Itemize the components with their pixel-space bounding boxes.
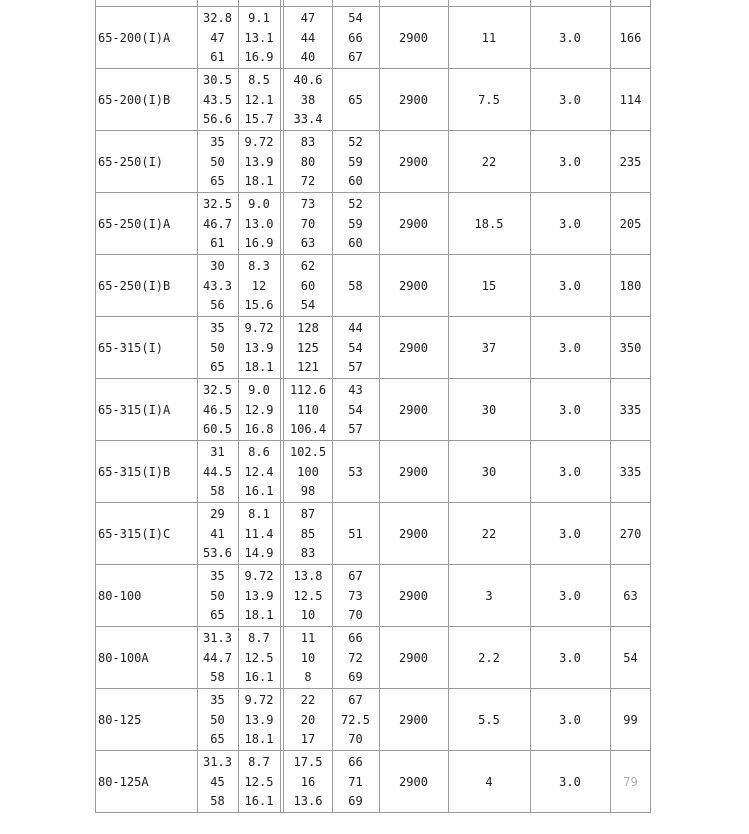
flow-value: 43.5 (203, 92, 232, 107)
speed-cell: 2900 (399, 279, 428, 293)
flow2-value: 16.1 (244, 670, 274, 684)
eff-cell: 53 (348, 465, 363, 479)
flow-value: 60.5 (203, 422, 232, 436)
flow2-value: 13.9 (244, 588, 274, 603)
eff-value: 70 (348, 608, 363, 622)
flow-value: 50 (210, 154, 225, 169)
eff-value: 70 (348, 732, 363, 746)
model-cell: 80-125A (98, 775, 149, 789)
flow-value: 61 (210, 50, 225, 64)
flow-value: 58 (210, 670, 225, 684)
head-value: 106.4 (289, 422, 327, 436)
eff-value: 67 (348, 693, 363, 707)
flow-cell (197, 317, 238, 379)
model-cell: 65-315(I)C (98, 527, 171, 541)
head-value: 80 (300, 154, 316, 169)
weight-cell: 63 (623, 589, 638, 603)
head-value: 60 (300, 278, 316, 293)
table-row (95, 441, 651, 503)
head-value: 44 (300, 30, 316, 45)
flow-value: 44.5 (203, 464, 232, 479)
flow2-value: 18.1 (244, 608, 274, 622)
head-cell (284, 69, 332, 131)
speed-cell: 2900 (399, 155, 428, 169)
flow-value: 32.8 (203, 11, 232, 25)
flow2-value: 9.72 (244, 569, 274, 583)
flow2-value: 18.1 (244, 360, 274, 374)
table-row (95, 503, 651, 565)
weight-cell: 114 (619, 93, 642, 107)
head-cell (284, 255, 332, 317)
flow2-value: 9.0 (248, 383, 270, 397)
head-value: 98 (300, 484, 316, 498)
eff-value: 52 (348, 197, 363, 211)
eff-value: 67 (348, 569, 363, 583)
flow2-cell (238, 565, 280, 627)
eff-cell (332, 131, 379, 193)
head-cell (284, 193, 332, 255)
eff-value: 59 (348, 154, 363, 169)
head-value: 22 (300, 693, 316, 707)
power-cell: 30 (481, 403, 497, 417)
speed-cell: 2900 (399, 713, 428, 727)
head-value: 102.5 (289, 445, 327, 459)
head-value: 10 (300, 650, 316, 665)
npsh-cell: 3.0 (559, 341, 581, 355)
flow2-value: 13.0 (244, 216, 274, 231)
weight-cell: 335 (619, 465, 642, 479)
weight-cell: 54 (623, 651, 638, 665)
npsh-cell: 3.0 (559, 713, 581, 727)
speed-cell: 2900 (399, 217, 428, 231)
model-cell: 65-200(I)B (98, 93, 171, 107)
head-cell (284, 7, 332, 69)
flow2-value: 9.72 (244, 321, 274, 335)
npsh-cell: 3.0 (559, 651, 581, 665)
flow-value: 50 (210, 712, 225, 727)
head-value: 62 (300, 259, 316, 273)
speed-cell: 2900 (399, 651, 428, 665)
flow-value: 65 (210, 732, 225, 746)
power-cell: 37 (481, 341, 497, 355)
eff-value: 54 (348, 11, 363, 25)
flow-cell (197, 565, 238, 627)
weight-cell: 79 (623, 775, 638, 789)
head-value: 83 (300, 135, 316, 149)
flow2-value: 9.0 (248, 197, 270, 211)
eff-value: 57 (348, 360, 363, 374)
eff-cell (332, 379, 379, 441)
head-cell (284, 565, 332, 627)
eff-cell: 65 (348, 93, 363, 107)
speed-cell: 2900 (399, 31, 428, 45)
table-row (95, 69, 651, 131)
flow2-cell (238, 689, 280, 751)
table-row (95, 627, 651, 689)
head-value: 11 (300, 631, 316, 645)
eff-value: 43 (348, 383, 363, 397)
flow2-cell (238, 627, 280, 689)
head-value: 54 (300, 298, 316, 312)
flow-value: 32.5 (203, 197, 232, 211)
head-value: 13.8 (293, 569, 323, 583)
flow2-value: 13.9 (244, 712, 274, 727)
flow-cell (197, 69, 238, 131)
eff-value: 52 (348, 135, 363, 149)
eff-cell (332, 565, 379, 627)
pump-spec-table (95, 0, 651, 812)
eff-value: 44 (348, 321, 363, 335)
flow-cell (197, 193, 238, 255)
power-cell: 11 (481, 31, 497, 45)
head-cell (284, 317, 332, 379)
flow2-value: 13.1 (244, 30, 274, 45)
head-value: 38 (300, 92, 316, 107)
flow-value: 45 (210, 774, 225, 789)
head-value: 40 (300, 50, 316, 64)
flow-value: 56.6 (203, 112, 232, 126)
flow2-value: 12.1 (244, 92, 274, 107)
power-cell: 2.2 (478, 651, 500, 665)
head-value: 10 (300, 608, 316, 622)
head-value: 72 (300, 174, 316, 188)
flow2-value: 16.8 (244, 422, 274, 436)
flow-value: 31.3 (203, 631, 232, 645)
head-value: 40.6 (293, 73, 323, 87)
flow2-value: 16.1 (244, 794, 274, 808)
npsh-cell: 3.0 (559, 465, 581, 479)
head-value: 17 (300, 732, 316, 746)
eff-cell (332, 317, 379, 379)
eff-cell (332, 627, 379, 689)
head-cell (284, 627, 332, 689)
flow-value: 46.7 (203, 216, 232, 231)
eff-value: 60 (348, 236, 363, 250)
flow2-value: 16.1 (244, 484, 274, 498)
table-row (95, 193, 651, 255)
flow-cell (197, 7, 238, 69)
npsh-cell: 3.0 (559, 217, 581, 231)
power-cell: 18.5 (474, 217, 504, 231)
flow-value: 35 (210, 693, 225, 707)
table-row (95, 751, 651, 813)
flow-value: 30 (210, 259, 225, 273)
flow-cell (197, 441, 238, 503)
head-value: 33.4 (293, 112, 323, 126)
flow2-value: 16.9 (244, 236, 274, 250)
eff-value: 57 (348, 422, 363, 436)
flow-value: 31 (210, 445, 225, 459)
model-cell: 65-315(I)B (98, 465, 171, 479)
flow-value: 35 (210, 569, 225, 583)
flow2-value: 8.7 (248, 755, 270, 769)
table-row (95, 565, 651, 627)
npsh-cell: 3.0 (559, 279, 581, 293)
table-row (95, 7, 651, 69)
model-cell: 80-100 (98, 589, 142, 603)
flow2-value: 12.4 (244, 464, 274, 479)
flow2-value: 11.4 (244, 526, 274, 541)
flow2-cell (238, 379, 280, 441)
flow-cell (197, 503, 238, 565)
speed-cell: 2900 (399, 527, 428, 541)
speed-cell: 2900 (399, 93, 428, 107)
head-value: 13.6 (293, 794, 323, 808)
weight-cell: 235 (619, 155, 642, 169)
eff-value: 59 (348, 216, 363, 231)
eff-cell: 51 (348, 527, 363, 541)
eff-value: 67 (348, 50, 363, 64)
power-cell: 3 (485, 589, 493, 603)
flow2-value: 8.7 (248, 631, 270, 645)
head-value: 83 (300, 546, 316, 560)
flow2-value: 15.7 (244, 112, 274, 126)
head-cell (284, 441, 332, 503)
table-row (95, 379, 651, 441)
flow-value: 65 (210, 360, 225, 374)
flow2-value: 15.6 (244, 298, 274, 312)
flow2-value: 14.9 (244, 546, 274, 560)
eff-value: 69 (348, 794, 363, 808)
flow-value: 35 (210, 321, 225, 335)
power-cell: 4 (485, 775, 493, 789)
eff-value: 66 (348, 631, 363, 645)
speed-cell: 2900 (399, 341, 428, 355)
head-cell (284, 131, 332, 193)
flow2-value: 16.9 (244, 50, 274, 64)
speed-cell: 2900 (399, 403, 428, 417)
head-value: 8 (304, 670, 312, 684)
flow-value: 44.7 (203, 650, 232, 665)
flow2-cell (238, 503, 280, 565)
flow-value: 31.3 (203, 755, 232, 769)
flow2-value: 12 (251, 278, 267, 293)
flow-value: 56 (210, 298, 225, 312)
npsh-cell: 3.0 (559, 589, 581, 603)
head-value: 112.6 (289, 383, 327, 397)
flow-value: 65 (210, 608, 225, 622)
head-value: 121 (297, 360, 319, 374)
flow2-cell (238, 751, 280, 813)
weight-cell: 270 (619, 527, 642, 541)
eff-value: 73 (348, 588, 363, 603)
head-cell (284, 503, 332, 565)
eff-value: 54 (348, 402, 363, 417)
model-cell: 65-250(I)B (98, 279, 171, 293)
weight-cell: 205 (619, 217, 642, 231)
model-cell: 65-250(I) (98, 155, 164, 169)
flow-value: 43.3 (203, 278, 232, 293)
power-cell: 7.5 (478, 93, 500, 107)
npsh-cell: 3.0 (559, 403, 581, 417)
npsh-cell: 3.0 (559, 31, 581, 45)
flow2-value: 8.3 (248, 259, 270, 273)
eff-cell (332, 193, 379, 255)
flow-value: 35 (210, 135, 225, 149)
speed-cell: 2900 (399, 775, 428, 789)
eff-value: 54 (348, 340, 363, 355)
flow-value: 47 (210, 30, 225, 45)
npsh-cell: 3.0 (559, 155, 581, 169)
flow2-cell (238, 441, 280, 503)
head-value: 73 (300, 197, 316, 211)
head-value: 12.5 (293, 588, 323, 603)
head-value: 16 (300, 774, 316, 789)
flow-value: 50 (210, 588, 225, 603)
model-cell: 65-250(I)A (98, 217, 171, 231)
flow-value: 50 (210, 340, 225, 355)
flow-cell (197, 131, 238, 193)
weight-cell: 180 (619, 279, 642, 293)
flow-cell (197, 689, 238, 751)
flow2-cell (238, 193, 280, 255)
table-row (95, 317, 651, 379)
weight-cell: 335 (619, 403, 642, 417)
eff-value: 66 (348, 30, 363, 45)
power-cell: 15 (481, 279, 497, 293)
model-cell: 65-315(I)A (98, 403, 171, 417)
head-value: 70 (300, 216, 316, 231)
head-value: 128 (297, 321, 319, 335)
flow2-value: 8.5 (248, 73, 270, 87)
model-cell: 65-200(I)A (98, 31, 171, 45)
model-cell: 80-100A (98, 651, 149, 665)
head-value: 85 (300, 526, 316, 541)
eff-value: 69 (348, 670, 363, 684)
flow2-value: 12.5 (244, 650, 274, 665)
flow-value: 41 (210, 526, 225, 541)
eff-value: 72 (348, 650, 363, 665)
flow-value: 58 (210, 794, 225, 808)
power-cell: 30 (481, 465, 497, 479)
flow2-value: 9.72 (244, 135, 274, 149)
eff-cell (332, 751, 379, 813)
eff-value: 71 (348, 774, 363, 789)
power-cell: 22 (481, 155, 497, 169)
eff-value: 66 (348, 755, 363, 769)
head-cell (284, 379, 332, 441)
flow-cell (197, 255, 238, 317)
head-value: 47 (300, 11, 316, 25)
flow2-cell (238, 255, 280, 317)
head-cell (284, 689, 332, 751)
table-row (95, 131, 651, 193)
npsh-cell: 3.0 (559, 527, 581, 541)
flow2-value: 18.1 (244, 732, 274, 746)
eff-cell (332, 7, 379, 69)
flow2-value: 8.6 (248, 445, 270, 459)
flow-value: 46.5 (203, 402, 232, 417)
head-value: 100 (297, 464, 319, 479)
flow2-value: 12.9 (244, 402, 274, 417)
flow2-cell (238, 69, 280, 131)
weight-cell: 166 (619, 31, 642, 45)
flow2-value: 18.1 (244, 174, 274, 188)
speed-cell: 2900 (399, 589, 428, 603)
flow2-value: 12.5 (244, 774, 274, 789)
npsh-cell: 3.0 (559, 775, 581, 789)
flow2-value: 9.1 (248, 11, 270, 25)
eff-value: 72.5 (341, 712, 370, 727)
weight-cell: 350 (619, 341, 642, 355)
flow2-cell (238, 317, 280, 379)
power-cell: 22 (481, 527, 497, 541)
head-value: 110 (297, 402, 319, 417)
flow-value: 30.5 (203, 73, 232, 87)
table-row (95, 255, 651, 317)
flow-cell (197, 379, 238, 441)
table-row (95, 689, 651, 751)
flow2-cell (238, 131, 280, 193)
flow-value: 29 (210, 507, 225, 521)
flow2-value: 13.9 (244, 154, 274, 169)
flow2-value: 13.9 (244, 340, 274, 355)
model-cell: 80-125 (98, 713, 142, 727)
flow-cell (197, 751, 238, 813)
flow-value: 58 (210, 484, 225, 498)
flow-value: 65 (210, 174, 225, 188)
flow-value: 53.6 (203, 546, 232, 560)
head-value: 87 (300, 507, 316, 521)
power-cell: 5.5 (478, 713, 500, 727)
speed-cell: 2900 (399, 465, 428, 479)
npsh-cell: 3.0 (559, 93, 581, 107)
flow2-cell (238, 7, 280, 69)
weight-cell: 99 (623, 713, 638, 727)
head-cell (284, 751, 332, 813)
model-cell: 65-315(I) (98, 341, 164, 355)
flow-cell (197, 627, 238, 689)
flow-value: 61 (210, 236, 225, 250)
flow2-value: 9.72 (244, 693, 274, 707)
flow2-value: 8.1 (248, 507, 270, 521)
head-value: 20 (300, 712, 316, 727)
head-value: 125 (297, 340, 319, 355)
flow-value: 32.5 (203, 383, 232, 397)
eff-value: 60 (348, 174, 363, 188)
head-value: 17.5 (293, 755, 323, 769)
head-value: 63 (300, 236, 316, 250)
eff-cell: 58 (348, 279, 363, 293)
eff-cell (332, 689, 379, 751)
